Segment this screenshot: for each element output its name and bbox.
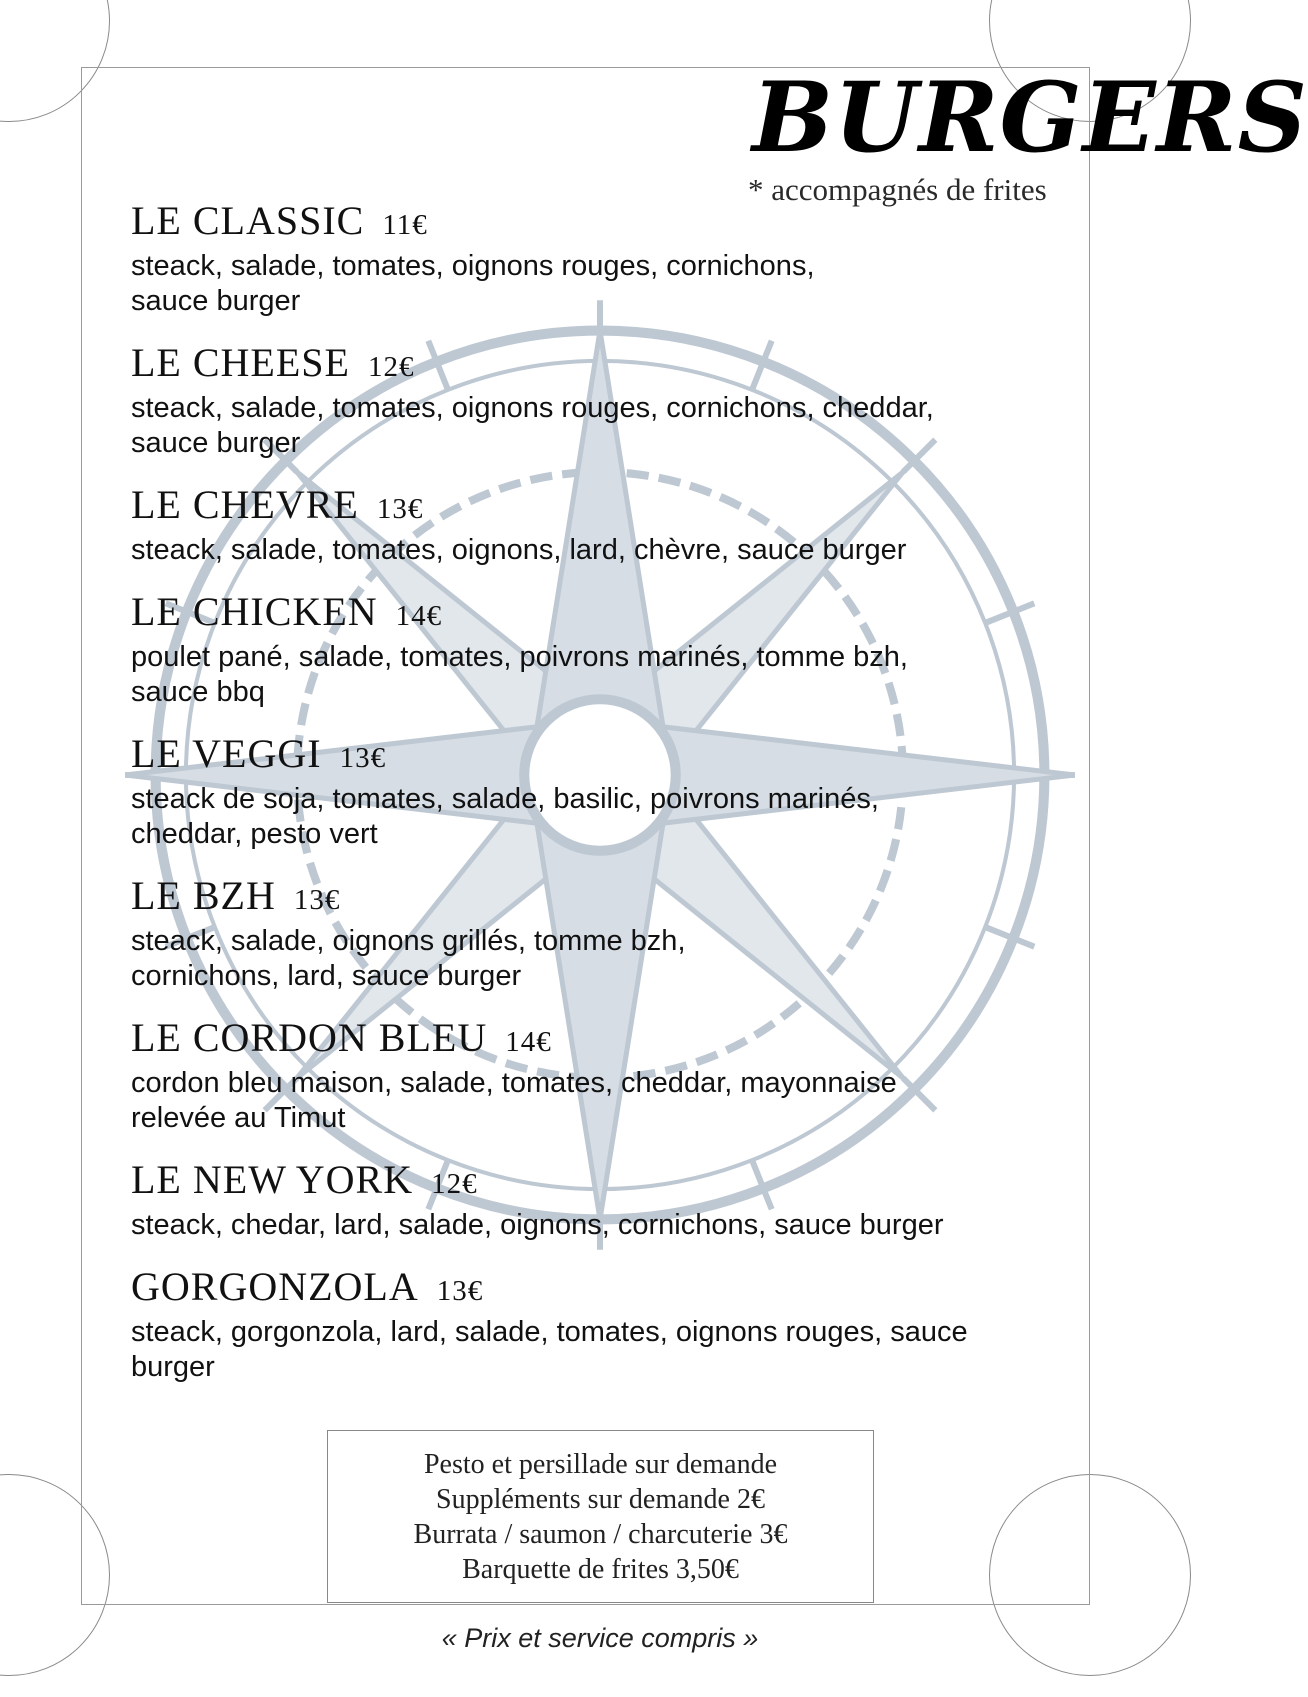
- item-price: 13€: [293, 884, 341, 916]
- item-description-line: steack, salade, oignons grillés, tomme bzh,: [131, 925, 686, 957]
- item-description-line: poulet pané, salade, tomates, poivrons marinés, tomme bzh,: [131, 641, 908, 673]
- item-description-line: steack, salade, tomates, oignons rouges, cornichons,: [131, 250, 815, 282]
- item-description-line: cordon bleu maison, salade, tomates, cheddar, mayonnaise: [131, 1067, 897, 1099]
- menu-item: [131, 481, 1091, 568]
- item-description-line: sauce burger: [131, 427, 301, 459]
- item-name: LE NEW YORK: [131, 1157, 414, 1202]
- menu-item: [131, 872, 1091, 994]
- menu-item: [131, 1014, 1091, 1136]
- item-description-line: sauce bbq: [131, 676, 265, 708]
- item-description-line: steack, gorgonzola, lard, salade, tomates, oignons rouges, sauce: [131, 1316, 968, 1348]
- item-price: 14€: [505, 1026, 552, 1058]
- item-name: LE CLASSIC: [131, 198, 365, 243]
- item-price: 11€: [382, 209, 428, 241]
- item-description-line: steack, salade, tomates, oignons, lard, chèvre, sauce burger: [131, 534, 907, 566]
- item-description-line: steack, salade, tomates, oignons rouges, cornichons, cheddar,: [131, 392, 934, 424]
- item-name: LE CORDON BLEU: [131, 1015, 488, 1060]
- item-description-line: cornichons, lard, sauce burger: [131, 960, 522, 992]
- item-name: LE VEGGI: [131, 731, 322, 776]
- item-description-line: steack, chedar, lard, salade, oignons, cornichons, sauce burger: [131, 1209, 944, 1241]
- menu-item: [131, 339, 1091, 461]
- item-description-line: cheddar, pesto vert: [131, 818, 378, 850]
- item-price: 13€: [376, 493, 424, 525]
- item-name: LE BZH: [131, 873, 276, 918]
- footer-note: « Prix et service compris »: [441, 1623, 759, 1653]
- menu-item: [131, 1156, 1091, 1243]
- item-name: LE CHEVRE: [131, 482, 359, 527]
- item-price: 13€: [339, 742, 387, 774]
- supplements-box: [327, 1430, 874, 1603]
- item-description-line: steack de soja, tomates, salade, basilic, poivrons marinés,: [131, 783, 879, 815]
- page-title: BURGERS: [752, 61, 1308, 174]
- item-price: 12€: [431, 1168, 478, 1200]
- menu-item: [131, 197, 1091, 319]
- menu-item: [131, 588, 1091, 710]
- menu-item: [131, 1263, 1091, 1385]
- item-price: 14€: [395, 600, 443, 632]
- page-subtitle: * accompagnés de frites: [748, 172, 1047, 207]
- item-price: 13€: [436, 1275, 484, 1307]
- item-name: LE CHICKEN: [131, 589, 378, 634]
- menu-item: [131, 730, 1091, 852]
- item-name: LE CHEESE: [131, 340, 350, 385]
- supplement-note: Suppléments sur demande 2€: [436, 1483, 765, 1515]
- supplement-note: Burrata / saumon / charcuterie 3€: [413, 1518, 788, 1550]
- item-description-line: sauce burger: [131, 285, 301, 317]
- item-description-line: burger: [131, 1351, 215, 1383]
- item-price: 12€: [367, 351, 415, 383]
- menu-items: [131, 197, 1091, 1405]
- item-description-line: relevée au Timut: [131, 1102, 346, 1134]
- supplement-note: Barquette de frites 3,50€: [462, 1553, 739, 1585]
- supplement-note: Pesto et persillade sur demande: [423, 1448, 777, 1480]
- item-name: GORGONZOLA: [131, 1264, 419, 1309]
